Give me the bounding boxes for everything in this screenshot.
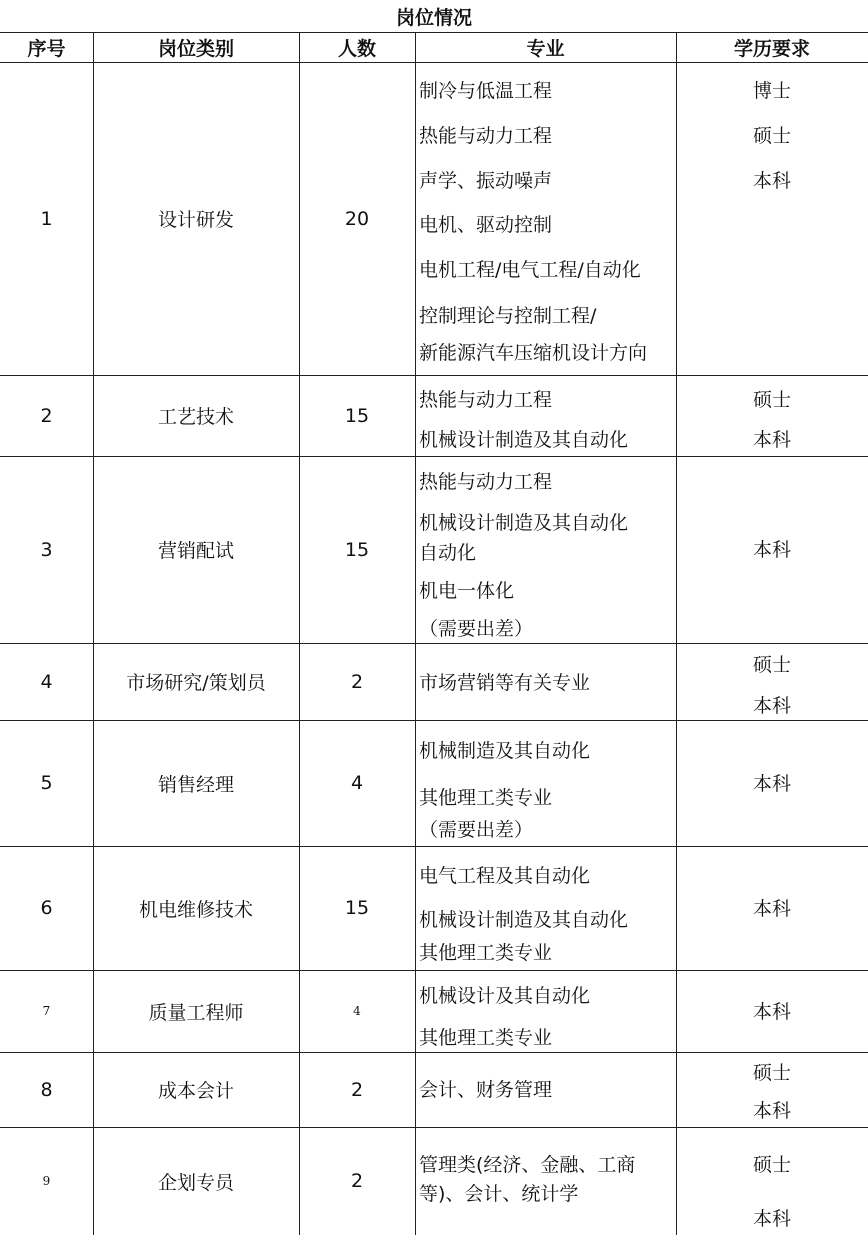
header-count: 人数	[337, 37, 376, 60]
headcount: 4	[350, 772, 364, 794]
header-major: 专业	[526, 37, 565, 60]
headcount: 15	[344, 538, 370, 561]
degree-item: 本科	[752, 170, 791, 192]
major-item: 机械制造及其自动化	[419, 740, 591, 762]
major-item: 其他理工类专业	[419, 787, 553, 809]
job-category: 工艺技术	[157, 406, 234, 428]
major-item: 电机、驱动控制	[419, 214, 553, 236]
major-item: 热能与动力工程	[419, 125, 553, 147]
header-degree: 学历要求	[733, 37, 810, 60]
header-category: 岗位类别	[157, 37, 234, 60]
job-category: 营销配试	[157, 540, 234, 562]
column-divider	[676, 32, 677, 1235]
major-item: 管理类(经济、金融、工商等)、会计、统计学	[419, 1154, 636, 1205]
row-number: 6	[40, 897, 53, 919]
major-item: 新能源汽车压缩机设计方向	[419, 342, 648, 364]
degree-item: 硕士	[752, 654, 791, 676]
row-number: 3	[40, 538, 53, 561]
degree-item: 硕士	[752, 389, 791, 411]
degree-item: 本科	[752, 539, 791, 561]
headcount: 2	[350, 1170, 364, 1192]
major-item: 电机工程/电气工程/自动化	[419, 259, 641, 281]
degree-item: 硕士	[752, 1154, 791, 1176]
row-number: 9	[42, 1174, 51, 1188]
table-title: 岗位情况	[395, 6, 472, 29]
major-item: 机械设计制造及其自动化	[419, 429, 629, 451]
degree-item: 博士	[752, 80, 791, 102]
major-item: 热能与动力工程	[419, 471, 553, 493]
major-item: 热能与动力工程	[419, 389, 553, 411]
degree-item: 本科	[752, 695, 791, 717]
column-divider	[415, 32, 416, 1235]
major-item: （需要出差）	[419, 819, 534, 841]
major-item: 电气工程及其自动化	[419, 865, 591, 887]
major-item: 机械设计制造及其自动化	[419, 909, 629, 931]
headcount: 15	[344, 897, 370, 919]
degree-item: 本科	[752, 429, 791, 451]
job-category: 质量工程师	[148, 1001, 244, 1024]
major-item: 其他理工类专业	[419, 1027, 553, 1049]
degree-item: 本科	[752, 1001, 791, 1023]
row-number: 1	[40, 207, 53, 230]
degree-item: 本科	[752, 773, 791, 795]
row-number: 2	[40, 404, 53, 427]
major-item: （需要出差）	[419, 618, 534, 640]
headcount: 15	[344, 404, 370, 427]
degree-item: 本科	[752, 1208, 791, 1230]
major-item: 控制理论与控制工程/	[419, 305, 597, 327]
row-number: 8	[40, 1078, 53, 1101]
major-item: 声学、振动噪声	[419, 170, 553, 192]
header-no: 序号	[27, 37, 66, 60]
major-item: 机电一体化	[419, 580, 515, 602]
major-item: 市场营销等有关专业	[419, 672, 591, 694]
degree-item: 本科	[752, 898, 791, 920]
headcount: 4	[353, 1004, 361, 1018]
job-category: 机电维修技术	[138, 898, 253, 921]
degree-item: 本科	[752, 1100, 791, 1122]
job-category: 企划专员	[157, 1171, 234, 1194]
major-item: 机械设计及其自动化	[419, 985, 591, 1007]
headcount: 2	[350, 670, 364, 693]
major-item: 其他理工类专业	[419, 942, 553, 964]
degree-item: 硕士	[752, 125, 791, 147]
row-number: 7	[42, 1004, 51, 1018]
row-number: 5	[40, 772, 53, 794]
headcount: 2	[350, 1078, 364, 1101]
row-number: 4	[40, 670, 53, 693]
headcount: 20	[344, 207, 370, 230]
job-category: 设计研发	[157, 209, 234, 231]
major-item: 制冷与低温工程	[419, 80, 553, 102]
job-category: 成本会计	[157, 1080, 234, 1102]
job-category: 销售经理	[157, 773, 234, 796]
job-category: 市场研究/策划员	[126, 672, 266, 694]
major-item: 自动化	[419, 542, 477, 564]
major-item: 会计、财务管理	[419, 1079, 553, 1101]
degree-item: 硕士	[752, 1062, 791, 1084]
major-item: 机械设计制造及其自动化	[419, 512, 629, 534]
